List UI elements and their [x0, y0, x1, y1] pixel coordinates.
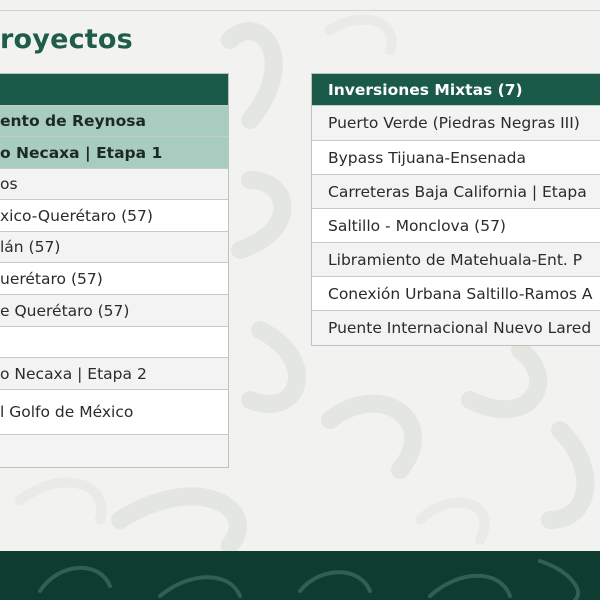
footer-ornament [0, 551, 600, 600]
footer-band [0, 551, 600, 600]
table-row: Carreteras Baja California | Etapa [312, 175, 600, 209]
table-header [0, 74, 228, 106]
table-row: Libramiento de Matehuala-Ent. P [312, 243, 600, 277]
table-row [0, 435, 228, 467]
table-row: Saltillo - Monclova (57) [312, 209, 600, 243]
table-row: Puerto Verde (Piedras Negras III) [312, 106, 600, 141]
table-row: os [0, 169, 228, 200]
top-divider [0, 10, 600, 11]
table-row: o Necaxa | Etapa 1 [0, 137, 228, 169]
table-header: Inversiones Mixtas (7) [312, 74, 600, 106]
table-row: xico-Querétaro (57) [0, 200, 228, 232]
table-row: ento de Reynosa [0, 106, 228, 137]
table-row: Puente Internacional Nuevo Lared [312, 311, 600, 345]
table-row: lán (57) [0, 232, 228, 263]
table-row: e Querétaro (57) [0, 295, 228, 327]
table-row: Conexión Urbana Saltillo-Ramos A [312, 277, 600, 311]
table-row [0, 327, 228, 358]
table-row: Bypass Tijuana-Ensenada [312, 141, 600, 175]
inversiones-mixtas-table [311, 73, 600, 346]
projects-table-left [0, 73, 229, 468]
table-row: o Necaxa | Etapa 2 [0, 358, 228, 390]
page-title: royectos [0, 24, 133, 55]
table-row: l Golfo de México [0, 390, 228, 435]
table-row: uerétaro (57) [0, 263, 228, 295]
